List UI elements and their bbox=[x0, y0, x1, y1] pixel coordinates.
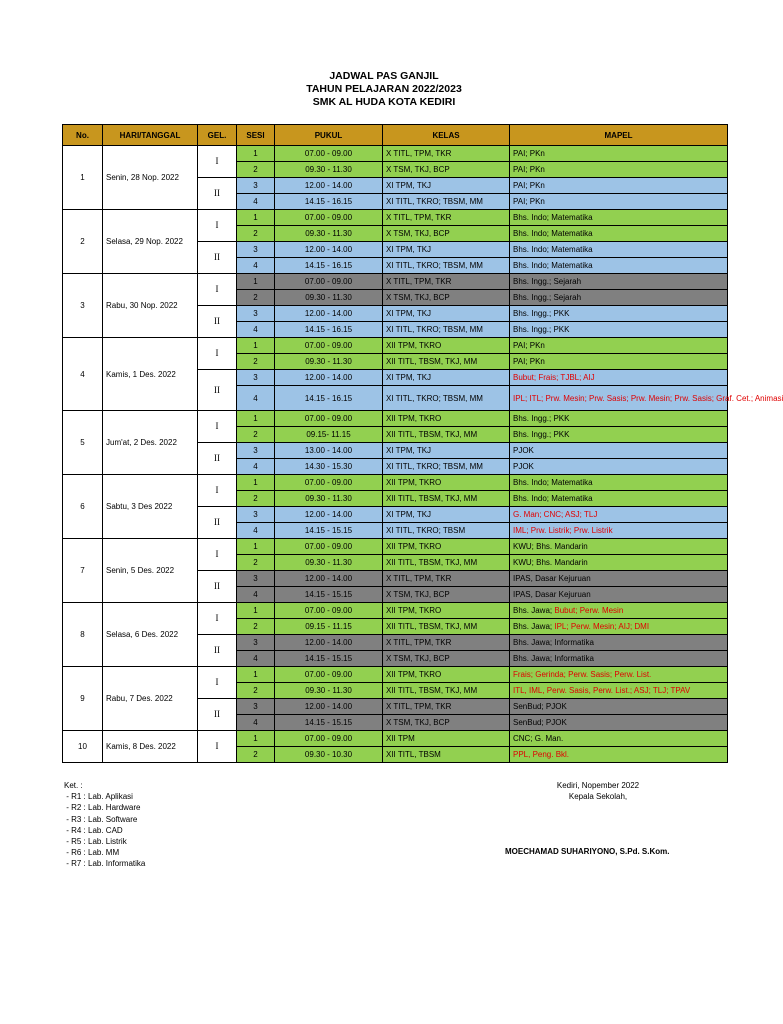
gel-cell: I bbox=[198, 603, 237, 635]
mapel-text: G. Man; CNC; ASJ; TLJ bbox=[513, 510, 598, 519]
mapel-cell bbox=[510, 226, 728, 242]
sesi-cell: 2 bbox=[237, 491, 275, 507]
mapel-text: CNC; G. Man. bbox=[513, 734, 564, 743]
kelas-cell: XII TITL, TBSM, TKJ, MM bbox=[383, 555, 510, 571]
sesi-cell: 1 bbox=[237, 274, 275, 290]
kelas-cell: XI TPM, TKJ bbox=[383, 370, 510, 386]
header-sesi: SESI bbox=[237, 125, 275, 146]
mapel-cell bbox=[510, 475, 728, 491]
pukul-cell: 12.00 - 14.00 bbox=[275, 699, 383, 715]
pukul-cell: 09.15- 11.15 bbox=[275, 427, 383, 443]
sesi-cell: 3 bbox=[237, 306, 275, 322]
pukul-cell: 09.30 - 11.30 bbox=[275, 226, 383, 242]
kelas-cell: XII TITL, TBSM, TKJ, MM bbox=[383, 619, 510, 635]
kelas-cell: XII TPM bbox=[383, 731, 510, 747]
mapel-text: PJOK bbox=[513, 446, 534, 455]
table-row bbox=[63, 731, 728, 747]
mapel-text: Bhs. Ingg.; PKK bbox=[513, 309, 570, 318]
pukul-cell: 09.30 - 11.30 bbox=[275, 290, 383, 306]
sesi-cell: 4 bbox=[237, 322, 275, 338]
gel-cell: I bbox=[198, 146, 237, 178]
mapel-cell bbox=[510, 539, 728, 555]
mapel-text: SenBud; PJOK bbox=[513, 702, 567, 711]
sesi-cell: 4 bbox=[237, 258, 275, 274]
gel-cell: I bbox=[198, 411, 237, 443]
sesi-cell: 3 bbox=[237, 699, 275, 715]
mapel-cell bbox=[510, 619, 728, 635]
pukul-cell: 07.00 - 09.00 bbox=[275, 411, 383, 427]
mapel-cell bbox=[510, 338, 728, 354]
mapel-text: Bhs. Indo; Matematika bbox=[513, 229, 593, 238]
pukul-cell: 09.30 - 10.30 bbox=[275, 747, 383, 763]
kelas-cell: XI TITL, TKRO; TBSM, MM bbox=[383, 194, 510, 210]
pukul-cell: 09.30 - 11.30 bbox=[275, 555, 383, 571]
header-hari-tanggal: HARI/TANGGAL bbox=[103, 125, 198, 146]
mapel-cell bbox=[510, 242, 728, 258]
table-row bbox=[63, 539, 728, 555]
sesi-cell: 2 bbox=[237, 162, 275, 178]
table-row bbox=[63, 667, 728, 683]
mapel-text: Frais; Gerinda; Perw. Sasis; Perw. List. bbox=[513, 670, 652, 679]
day-number: 9 bbox=[63, 667, 103, 731]
kelas-cell: XII TPM, TKRO bbox=[383, 475, 510, 491]
sesi-cell: 2 bbox=[237, 354, 275, 370]
mapel-text: PAI; PKn bbox=[513, 149, 545, 158]
day-date: Jum'at, 2 Des. 2022 bbox=[103, 411, 198, 475]
mapel-text: Bhs. Indo; Matematika bbox=[513, 213, 593, 222]
header-kelas: KELAS bbox=[383, 125, 510, 146]
mapel-cell bbox=[510, 491, 728, 507]
legend-item: - R6 : Lab. MM bbox=[64, 848, 120, 858]
sesi-cell: 1 bbox=[237, 210, 275, 226]
sesi-cell: 4 bbox=[237, 523, 275, 539]
mapel-cell bbox=[510, 386, 783, 411]
mapel-text: IML; Prw. Listrik; Prw. Listrik bbox=[513, 526, 613, 535]
pukul-cell: 14.15 - 16.15 bbox=[275, 258, 383, 274]
mapel-cell bbox=[510, 571, 728, 587]
mapel-text: PAI; PKn bbox=[513, 341, 545, 350]
sesi-cell: 4 bbox=[237, 459, 275, 475]
mapel-cell bbox=[510, 146, 728, 162]
gel-cell: I bbox=[198, 731, 237, 763]
sesi-cell: 3 bbox=[237, 571, 275, 587]
pukul-cell: 12.00 - 14.00 bbox=[275, 507, 383, 523]
kelas-cell: XII TPM, TKRO bbox=[383, 603, 510, 619]
kelas-cell: X TITL, TPM, TKR bbox=[383, 699, 510, 715]
pukul-cell: 12.00 - 14.00 bbox=[275, 635, 383, 651]
pukul-cell: 12.00 - 14.00 bbox=[275, 370, 383, 386]
mapel-cell bbox=[510, 178, 728, 194]
mapel-text: Bubut; Frais; TJBL; AIJ bbox=[513, 373, 595, 382]
day-number: 8 bbox=[63, 603, 103, 667]
kelas-cell: XI TPM, TKJ bbox=[383, 242, 510, 258]
sesi-cell: 2 bbox=[237, 555, 275, 571]
sesi-cell: 2 bbox=[237, 619, 275, 635]
kelas-cell: XII TITL, TBSM, TKJ, MM bbox=[383, 491, 510, 507]
mapel-cell bbox=[510, 258, 728, 274]
day-number: 3 bbox=[63, 274, 103, 338]
header-no: No. bbox=[63, 125, 103, 146]
kelas-cell: XII TITL, TBSM, TKJ, MM bbox=[383, 427, 510, 443]
kelas-cell: XII TITL, TBSM bbox=[383, 747, 510, 763]
mapel-text: Bhs. Jawa; Informatika bbox=[513, 654, 594, 663]
sesi-cell: 1 bbox=[237, 667, 275, 683]
sesi-cell: 1 bbox=[237, 411, 275, 427]
gel-cell: II bbox=[198, 178, 237, 210]
mapel-text: IPL; ITL; Prw. Mesin; Prw. Sasis; Prw. Mesin; Prw. Sasis; Graf. Cet.; Animasi bbox=[513, 393, 783, 403]
pukul-cell: 12.00 - 14.00 bbox=[275, 306, 383, 322]
gel-cell: II bbox=[198, 242, 237, 274]
legend-item: - R7 : Lab. Informatika bbox=[64, 859, 146, 869]
pukul-cell: 12.00 - 14.00 bbox=[275, 242, 383, 258]
sesi-cell: 3 bbox=[237, 242, 275, 258]
mapel-cell bbox=[510, 587, 728, 603]
day-date: Senin, 5 Des. 2022 bbox=[103, 539, 198, 603]
mapel-cell bbox=[510, 667, 728, 683]
mapel-text: Bhs. Jawa; Informatika bbox=[513, 638, 594, 647]
gel-cell: II bbox=[198, 507, 237, 539]
day-number: 7 bbox=[63, 539, 103, 603]
kelas-cell: XI TITL, TKRO; TBSM, MM bbox=[383, 386, 510, 411]
mapel-cell bbox=[510, 683, 728, 699]
sesi-cell: 3 bbox=[237, 370, 275, 386]
schedule-table bbox=[62, 124, 783, 763]
pukul-cell: 14.15 - 15.15 bbox=[275, 651, 383, 667]
sesi-cell: 1 bbox=[237, 539, 275, 555]
mapel-text: IPAS, Dasar Kejuruan bbox=[513, 590, 591, 599]
pukul-cell: 14.15 - 16.15 bbox=[275, 194, 383, 210]
mapel-text: PAI; PKn bbox=[513, 181, 545, 190]
gel-cell: I bbox=[198, 475, 237, 507]
legend-item: - R5 : Lab. Listrik bbox=[64, 837, 127, 847]
kelas-cell: XI TITL, TKRO; TBSM, MM bbox=[383, 322, 510, 338]
pukul-cell: 12.00 - 14.00 bbox=[275, 571, 383, 587]
mapel-cell bbox=[510, 731, 728, 747]
mapel-text: Bhs. Jawa; bbox=[513, 606, 555, 615]
mapel-cell bbox=[510, 427, 728, 443]
table-row bbox=[63, 338, 728, 354]
mapel-cell bbox=[510, 699, 728, 715]
pukul-cell: 14.30 - 15.30 bbox=[275, 459, 383, 475]
sesi-cell: 1 bbox=[237, 146, 275, 162]
day-number: 10 bbox=[63, 731, 103, 763]
kelas-cell: XII TPM, TKRO bbox=[383, 338, 510, 354]
mapel-text: Bhs. Indo; Matematika bbox=[513, 245, 593, 254]
signature-place-date: Kediri, Nopember 2022 bbox=[556, 781, 640, 790]
kelas-cell: X TSM, TKJ, BCP bbox=[383, 226, 510, 242]
pukul-cell: 14.15 - 15.15 bbox=[275, 715, 383, 731]
pukul-cell: 09.30 - 11.30 bbox=[275, 162, 383, 178]
sesi-cell: 1 bbox=[237, 475, 275, 491]
day-date: Kamis, 1 Des. 2022 bbox=[103, 338, 198, 411]
legend-item: - R3 : Lab. Software bbox=[64, 814, 138, 824]
day-date: Selasa, 6 Des. 2022 bbox=[103, 603, 198, 667]
sesi-cell: 2 bbox=[237, 290, 275, 306]
pukul-cell: 07.00 - 09.00 bbox=[275, 539, 383, 555]
kelas-cell: XII TITL, TBSM, TKJ, MM bbox=[383, 354, 510, 370]
document-title bbox=[0, 70, 768, 109]
kelas-cell: X TITL, TPM, TKR bbox=[383, 635, 510, 651]
kelas-cell: X TSM, TKJ, BCP bbox=[383, 651, 510, 667]
pukul-cell: 14.15 - 15.15 bbox=[275, 587, 383, 603]
mapel-cell bbox=[510, 370, 728, 386]
mapel-text: Bhs. Indo; Matematika bbox=[513, 478, 593, 487]
pukul-cell: 14.15 - 16.15 bbox=[275, 386, 383, 411]
pukul-cell: 13.00 - 14.00 bbox=[275, 443, 383, 459]
mapel-text: Bhs. Ingg.; PKK bbox=[513, 414, 570, 423]
mapel-cell bbox=[510, 274, 728, 290]
gel-cell: I bbox=[198, 210, 237, 242]
mapel-text: Bhs. Ingg.; Sejarah bbox=[513, 293, 582, 302]
legend bbox=[64, 780, 145, 870]
table-row bbox=[63, 603, 728, 619]
kelas-cell: XI TPM, TKJ bbox=[383, 443, 510, 459]
pukul-cell: 07.00 - 09.00 bbox=[275, 274, 383, 290]
kelas-cell: X TSM, TKJ, BCP bbox=[383, 587, 510, 603]
sesi-cell: 3 bbox=[237, 507, 275, 523]
mapel-cell bbox=[510, 603, 728, 619]
sesi-cell: 2 bbox=[237, 747, 275, 763]
pukul-cell: 07.00 - 09.00 bbox=[275, 146, 383, 162]
mapel-text: ITL, IML, Perw. Sasis, Perw. List.; ASJ; TLJ; TPAV bbox=[513, 686, 691, 695]
kelas-cell: XI TITL, TKRO; TBSM, MM bbox=[383, 459, 510, 475]
pukul-cell: 14.15 - 16.15 bbox=[275, 322, 383, 338]
mapel-text: SenBud; PJOK bbox=[513, 718, 567, 727]
legend-item: - R4 : Lab. CAD bbox=[64, 825, 123, 835]
mapel-text: PAI; PKn bbox=[513, 357, 545, 366]
kelas-cell: X TITL, TPM, TKR bbox=[383, 210, 510, 226]
mapel-text: PJOK bbox=[513, 462, 534, 471]
table-row bbox=[63, 274, 728, 290]
kelas-cell: XII TPM, TKRO bbox=[383, 411, 510, 427]
mapel-text: KWU; Bhs. Mandarin bbox=[513, 542, 588, 551]
pukul-cell: 07.00 - 09.00 bbox=[275, 475, 383, 491]
gel-cell: II bbox=[198, 443, 237, 475]
title-line-2: TAHUN PELAJARAN 2022/2023 bbox=[306, 83, 462, 95]
day-number: 1 bbox=[63, 146, 103, 210]
mapel-text: Bhs. Indo; Matematika bbox=[513, 261, 593, 270]
day-number: 2 bbox=[63, 210, 103, 274]
pukul-cell: 07.00 - 09.00 bbox=[275, 210, 383, 226]
title-line-3: SMK AL HUDA KOTA KEDIRI bbox=[312, 96, 456, 108]
gel-cell: II bbox=[198, 370, 237, 411]
sesi-cell: 4 bbox=[237, 715, 275, 731]
gel-cell: I bbox=[198, 539, 237, 571]
mapel-text: Bhs. Ingg.; Sejarah bbox=[513, 277, 582, 286]
sesi-cell: 2 bbox=[237, 427, 275, 443]
day-date: Sabtu, 3 Des 2022 bbox=[103, 475, 198, 539]
day-date: Senin, 28 Nop. 2022 bbox=[103, 146, 198, 210]
pukul-cell: 09.15 - 11.15 bbox=[275, 619, 383, 635]
kelas-cell: X TSM, TKJ, BCP bbox=[383, 290, 510, 306]
gel-cell: II bbox=[198, 306, 237, 338]
mapel-cell bbox=[510, 459, 728, 475]
table-row bbox=[63, 411, 728, 427]
mapel-text: Bhs. Indo; Matematika bbox=[513, 494, 593, 503]
mapel-cell bbox=[510, 411, 728, 427]
title-line-1: JADWAL PAS GANJIL bbox=[329, 70, 439, 82]
kelas-cell: XII TPM, TKRO bbox=[383, 539, 510, 555]
signature-name: MOECHAMAD SUHARIYONO, S.Pd. S.Kom. bbox=[505, 847, 670, 856]
table-row bbox=[63, 475, 728, 491]
header-pukul: PUKUL bbox=[275, 125, 383, 146]
kelas-cell: X TSM, TKJ, BCP bbox=[383, 162, 510, 178]
legend-label: Ket. : bbox=[64, 781, 83, 790]
sesi-cell: 4 bbox=[237, 651, 275, 667]
pukul-cell: 12.00 - 14.00 bbox=[275, 178, 383, 194]
mapel-cell bbox=[510, 443, 728, 459]
kelas-cell: XII TPM, TKRO bbox=[383, 667, 510, 683]
sesi-cell: 2 bbox=[237, 226, 275, 242]
gel-cell: II bbox=[198, 635, 237, 667]
legend-item: - R1 : Lab. Aplikasi bbox=[64, 792, 133, 802]
mapel-text: Bhs. Ingg.; PKK bbox=[513, 325, 570, 334]
pukul-cell: 09.30 - 11.30 bbox=[275, 491, 383, 507]
mapel-cell bbox=[510, 523, 728, 539]
mapel-cell bbox=[510, 322, 728, 338]
kelas-cell: XII TITL, TBSM, TKJ, MM bbox=[383, 683, 510, 699]
mapel-cell bbox=[510, 162, 728, 178]
day-date: Selasa, 29 Nop. 2022 bbox=[103, 210, 198, 274]
legend-item: - R2 : Lab. Hardware bbox=[64, 803, 141, 813]
signature-block bbox=[548, 780, 648, 802]
kelas-cell: X TSM, TKJ, BCP bbox=[383, 715, 510, 731]
mapel-cell bbox=[510, 747, 728, 763]
mapel-cell bbox=[510, 555, 728, 571]
header-mapel: MAPEL bbox=[510, 125, 728, 146]
table-row bbox=[63, 146, 728, 162]
sesi-cell: 4 bbox=[237, 194, 275, 210]
mapel-cell bbox=[510, 507, 728, 523]
sesi-cell: 3 bbox=[237, 635, 275, 651]
gel-cell: II bbox=[198, 699, 237, 731]
mapel-cell bbox=[510, 651, 728, 667]
pukul-cell: 07.00 - 09.00 bbox=[275, 731, 383, 747]
mapel-cell bbox=[510, 715, 728, 731]
schedule-body bbox=[63, 146, 783, 763]
gel-cell: I bbox=[198, 274, 237, 306]
mapel-text: PAI; PKn bbox=[513, 165, 545, 174]
kelas-cell: XI TPM, TKJ bbox=[383, 507, 510, 523]
pukul-cell: 07.00 - 09.00 bbox=[275, 603, 383, 619]
mapel-cell bbox=[510, 306, 728, 322]
signature-position: Kepala Sekolah, bbox=[568, 792, 628, 801]
gel-cell: I bbox=[198, 667, 237, 699]
gel-cell: I bbox=[198, 338, 237, 370]
table-header-row bbox=[63, 125, 728, 146]
mapel-text: KWU; Bhs. Mandarin bbox=[513, 558, 588, 567]
kelas-cell: XI TITL, TKRO; TBSM bbox=[383, 523, 510, 539]
day-date: Kamis, 8 Des. 2022 bbox=[103, 731, 198, 763]
sesi-cell: 4 bbox=[237, 386, 275, 411]
mapel-cell bbox=[510, 635, 728, 651]
day-number: 6 bbox=[63, 475, 103, 539]
kelas-cell: XI TPM, TKJ bbox=[383, 178, 510, 194]
header-gel: GEL. bbox=[198, 125, 237, 146]
sesi-cell: 1 bbox=[237, 603, 275, 619]
kelas-cell: X TITL, TPM, TKR bbox=[383, 146, 510, 162]
sesi-cell: 3 bbox=[237, 178, 275, 194]
mapel-text: PPL, Peng. Bkl. bbox=[513, 750, 570, 759]
mapel-cell bbox=[510, 194, 728, 210]
kelas-cell: X TITL, TPM, TKR bbox=[383, 571, 510, 587]
sesi-cell: 3 bbox=[237, 443, 275, 459]
mapel-text: IPAS, Dasar Kejuruan bbox=[513, 574, 591, 583]
gel-cell: II bbox=[198, 571, 237, 603]
day-date: Rabu, 7 Des. 2022 bbox=[103, 667, 198, 731]
pukul-cell: 07.00 - 09.00 bbox=[275, 667, 383, 683]
pukul-cell: 09.30 - 11.30 bbox=[275, 683, 383, 699]
kelas-cell: X TITL, TPM, TKR bbox=[383, 274, 510, 290]
sesi-cell: 1 bbox=[237, 731, 275, 747]
sesi-cell: 2 bbox=[237, 683, 275, 699]
mapel-text: Bhs. Jawa; bbox=[513, 622, 555, 631]
kelas-cell: XI TITL, TKRO; TBSM, MM bbox=[383, 258, 510, 274]
pukul-cell: 09.30 - 11.30 bbox=[275, 354, 383, 370]
mapel-cell bbox=[510, 354, 728, 370]
day-number: 4 bbox=[63, 338, 103, 411]
mapel-text: IPL; Perw. Mesin; AIJ; DMI bbox=[554, 622, 650, 631]
sesi-cell: 4 bbox=[237, 587, 275, 603]
pukul-cell: 14.15 - 15.15 bbox=[275, 523, 383, 539]
day-number: 5 bbox=[63, 411, 103, 475]
day-date: Rabu, 30 Nop. 2022 bbox=[103, 274, 198, 338]
sesi-cell: 1 bbox=[237, 338, 275, 354]
mapel-text: Bubut; Perw. Mesin bbox=[554, 606, 624, 615]
pukul-cell: 07.00 - 09.00 bbox=[275, 338, 383, 354]
mapel-cell bbox=[510, 210, 728, 226]
mapel-text: Bhs. Ingg.; PKK bbox=[513, 430, 570, 439]
kelas-cell: XI TPM, TKJ bbox=[383, 306, 510, 322]
mapel-text: PAI; PKn bbox=[513, 197, 545, 206]
mapel-cell bbox=[510, 290, 728, 306]
table-row bbox=[63, 210, 728, 226]
